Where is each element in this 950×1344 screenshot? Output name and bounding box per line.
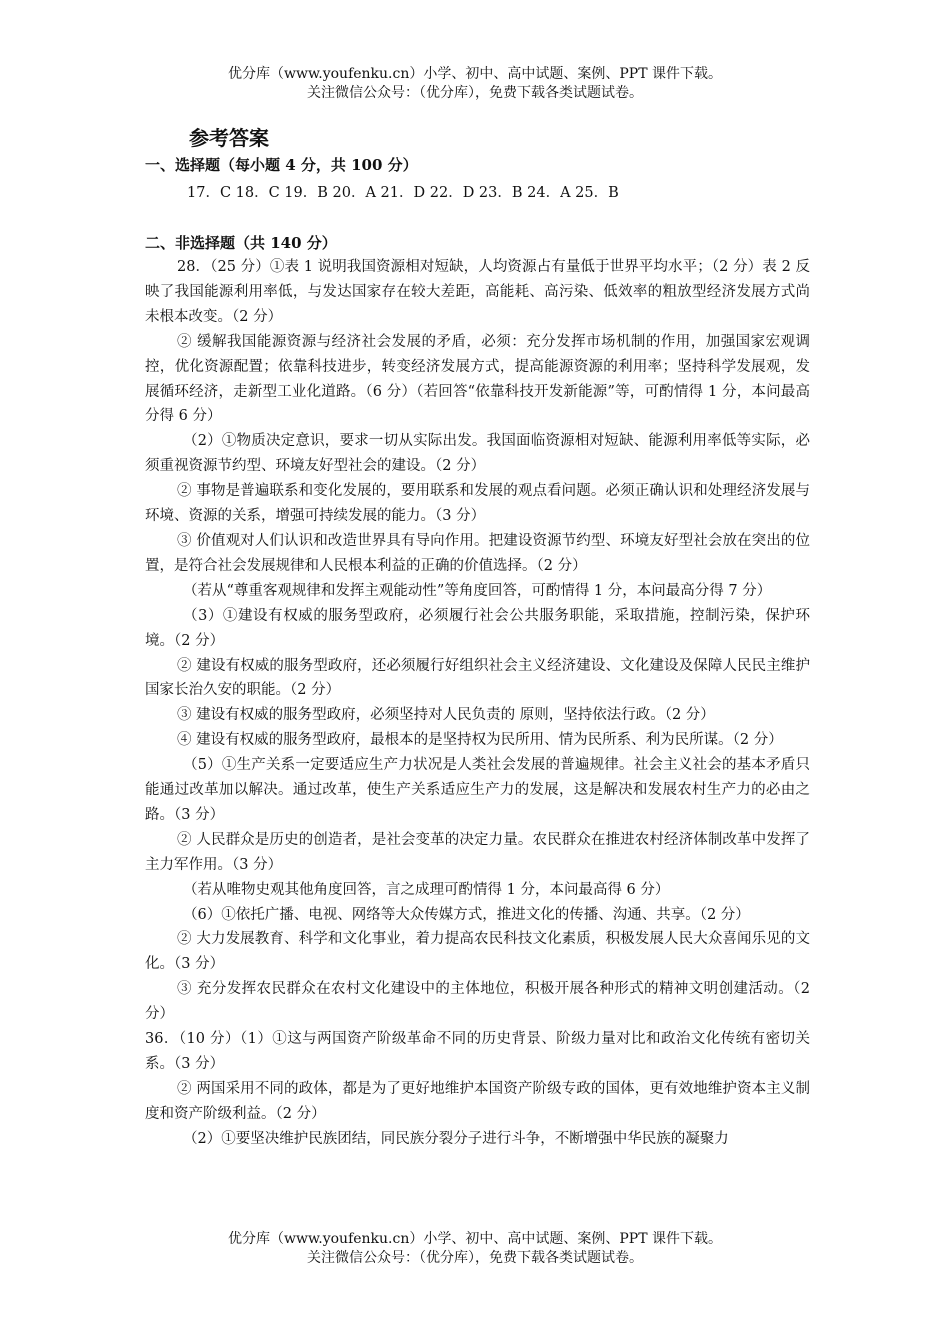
answer-paragraph: ③ 建设有权威的服务型政府，必须坚持对人民负责的 原则，坚持依法行政。（2 分）	[177, 707, 715, 724]
answer-paragraph: （6）①依托广播、电视、网络等大众传媒方式，推进文化的传播、沟通、共享。（2 分）	[183, 906, 750, 923]
answer-paragraph: ② 事物是普遍联系和变化发展的，要用联系和发展的观点看问题。必须正确认识和处理经济发展与环境、资源的关系，增强可持续发展的能力。（3 分）	[145, 483, 810, 525]
answer-paragraph: ③ 价值观对人们认识和改造世界具有导向作用。把建设资源节约型、环境友好型社会放在突出的位置，是符合社会发展规律和人民根本利益的正确的价值选择。（2 分）	[145, 532, 810, 574]
answer-paragraph: ② 人民群众是历史的创造者，是社会变革的决定力量。农民群众在推进农村经济体制改革中发挥了主力军作用。（3 分）	[145, 831, 810, 873]
footer-line-1: 优分库（www.youfenku.cn）小学、初中、高中试题、案例、PPT 课件下载。	[227, 1231, 722, 1247]
footer-line-2: 关注微信公众号：（优分库），免费下载各类试题试卷。	[307, 1250, 643, 1266]
page-title: 参考答案	[189, 126, 269, 150]
answer-paragraph: （3）①建设有权威的服务型政府，必须履行社会公共服务职能，采取措施，控制污染，保护环境。（2 分）	[145, 607, 810, 649]
answer-paragraph: ② 缓解我国能源资源与经济社会发展的矛盾，必须：充分发挥市场机制的作用，加强国家宏观调控，优化资源配置；依靠科技进步，转变经济发展方式，提高能源资源的利用率；坚持科学发展观，发展循环经济，走新型工业化道路。（6 分）（若回答“依靠科技开发新能源”等，可酌情得 1 分，本问最高分得 6 分）	[145, 333, 810, 425]
answer-key-content	[145, 120, 810, 1152]
section-1-heading: 一、选择题（每小题 4 分，共 100 分）	[145, 156, 418, 174]
page-header	[0, 65, 950, 103]
answer-paragraph: ④ 建设有权威的服务型政府，最根本的是坚持权为民所用、情为民所系、利为民所谋。（2 分）	[177, 732, 783, 749]
answer-paragraph: ② 大力发展教育、科学和文化事业，着力提高农民科技文化素质，积极发展人民大众喜闻乐见的文化。（3 分）	[145, 931, 810, 973]
answer-paragraph: ③ 充分发挥农民群众在农村文化建设中的主体地位，积极开展各种形式的精神文明创建活动。（2 分）	[145, 981, 810, 1023]
answer-paragraph: ② 两国采用不同的政体，都是为了更好地维护本国资产阶级专政的国体，更有效地维护资本主义制度和资产阶级利益。（2 分）	[145, 1080, 810, 1122]
answer-paragraph: （2）①要坚决维护民族团结，同民族分裂分子进行斗争，不断增强中华民族的凝聚力	[183, 1130, 729, 1147]
answer-paragraph: （2）①物质决定意识，要求一切从实际出发。我国面临资源相对短缺、能源利用率低等实际，必须重视资源节约型、环境友好型社会的建设。（2 分）	[145, 433, 810, 475]
answer-paragraph: （5）①生产关系一定要适应生产力状况是人类社会发展的普遍规律。社会主义社会的基本矛盾只能通过改革加以解决。通过改革，使生产关系适应生产力的发展，这是解决和发展农村生产力的必由之路。（3 分）	[145, 757, 810, 823]
header-line-1: 优分库（www.youfenku.cn）小学、初中、高中试题、案例、PPT 课件下载。	[227, 66, 722, 82]
answer-paragraph: ② 建设有权威的服务型政府，还必须履行好组织社会主义经济建设、文化建设及保障人民民主维护国家长治久安的职能。（2 分）	[145, 657, 810, 699]
section-2-heading: 二、非选择题（共 140 分）	[145, 234, 337, 252]
answer-paragraph: （若从唯物史观其他角度回答，言之成理可酌情得 1 分，本问最高得 6 分）	[183, 881, 670, 898]
answer-paragraph: 28．（25 分）①表 1 说明我国资源相对短缺，人均资源占有量低于世界平均水平；（2 分）表 2 反映了我国能源利用率低，与发达国家存在较大差距，高能耗、高污染、低效率的粗放型经济发展方式尚未根本改变。（2 分）	[145, 259, 810, 325]
header-line-2: 关注微信公众号：（优分库），免费下载各类试题试卷。	[307, 85, 643, 101]
choice-answers: 17．C 18．C 19．B 20．A 21．D 22．D 23．B 24．A 25．B	[187, 185, 619, 201]
answer-paragraph: （若从“尊重客观规律和发挥主观能动性”等角度回答，可酌情得 1 分，本问最高分得 7 分）	[183, 582, 772, 599]
answer-paragraph: 36．（10 分）（1）①这与两国资产阶级革命不同的历史背景、阶级力量对比和政治文化传统有密切关系。（3 分）	[145, 1031, 810, 1072]
page-footer	[0, 1230, 950, 1268]
